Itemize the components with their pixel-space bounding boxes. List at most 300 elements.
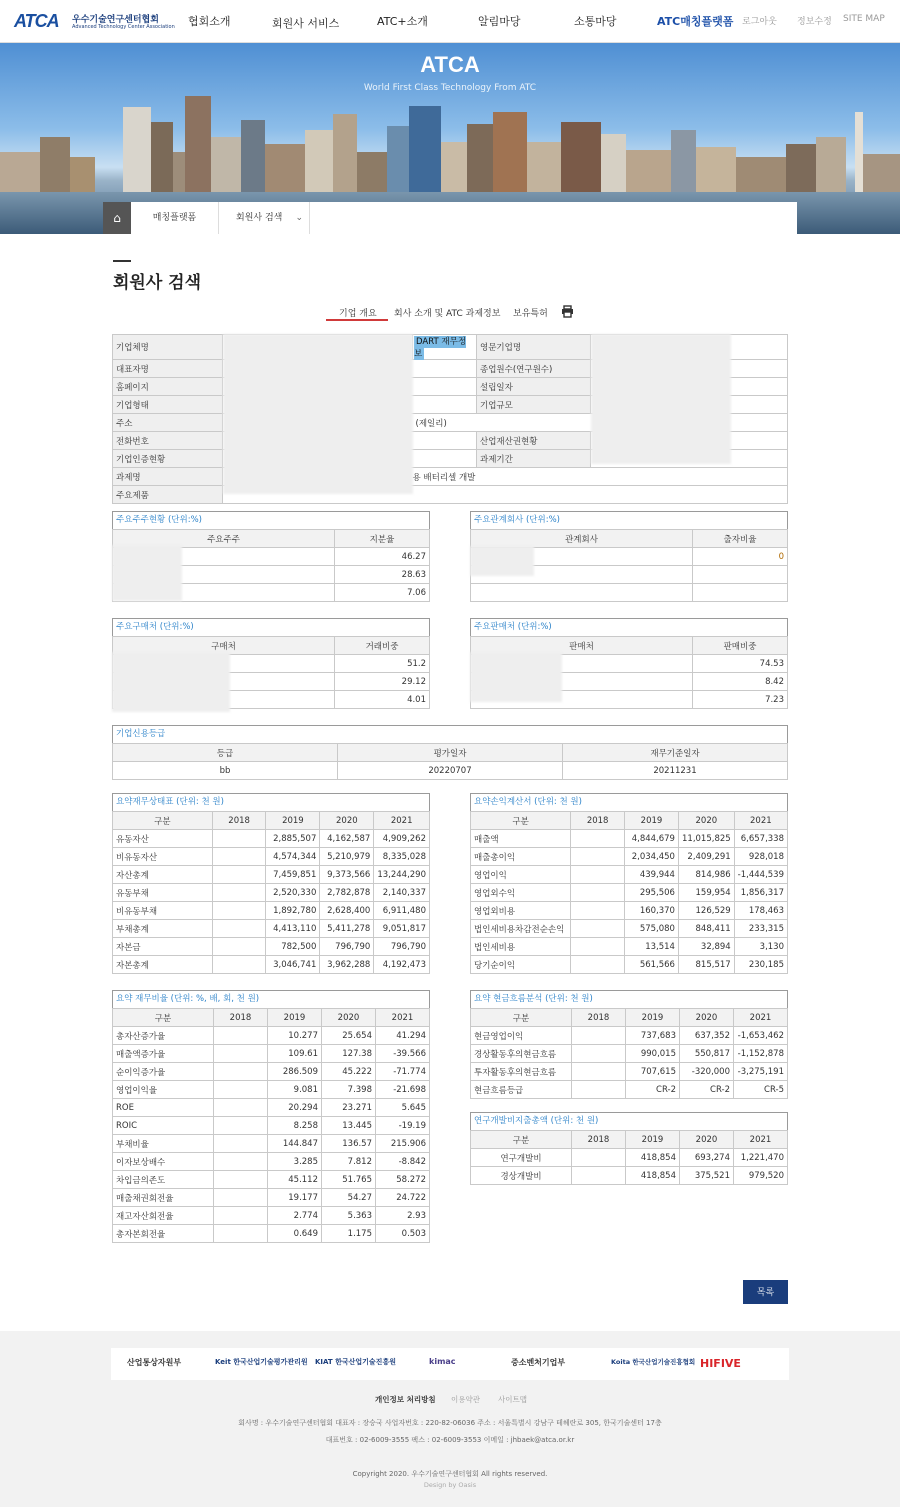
cell: 6,911,480 [374,902,430,920]
cell: 979,520 [734,1167,788,1185]
table-row [113,1099,430,1117]
col-header: 2021 [734,1131,788,1149]
table-row [113,1171,430,1189]
cell: 4,574,344 [266,848,320,866]
cell: 160,370 [625,902,679,920]
cell: 439,944 [625,866,679,884]
cell: 46.27 [335,548,430,566]
table-row [113,902,430,920]
affiliates-caption: 주요관계회사 (단위:%) [470,511,788,529]
cell [572,1045,626,1063]
cell [571,884,625,902]
info-label: 주요제품 [113,486,223,504]
cell [471,584,693,602]
cell: 707,615 [626,1063,680,1081]
row-label: 매출액증가율 [113,1045,214,1063]
tab-company-overview[interactable]: 기업 개요 [339,309,377,319]
cell: 51.2 [335,655,430,673]
active-tab-indicator [326,319,388,321]
list-button[interactable]: 목록 [743,1280,788,1304]
cell [214,1045,268,1063]
row-label: 매출채권회전율 [113,1189,214,1207]
footer-sitemap-link[interactable]: 사이트맵 [498,1395,527,1404]
cashflow-table [470,990,788,1099]
row-label: 현금흐름등급 [471,1081,572,1099]
credit-eval-date: 20220707 [338,762,563,780]
sitemap-link[interactable]: SITE MAP [843,14,885,24]
cell: 2,885,507 [266,830,320,848]
cell: 8.258 [268,1117,322,1135]
cell: 54.27 [322,1189,376,1207]
breadcrumb-level2-dropdown[interactable] [220,202,310,234]
row-label: 매출총이익 [471,848,571,866]
cell: 796,790 [320,938,374,956]
col-header: 2018 [572,1131,626,1149]
col-header: 2019 [626,1009,680,1027]
col-header: 주요주주 [113,530,335,548]
logout-link[interactable]: 로그아웃 [742,17,777,27]
cell: 3,962,288 [320,956,374,974]
col-header: 2021 [734,1009,788,1027]
cell: -21.698 [376,1081,430,1099]
info-label: 기업체명 [113,335,223,360]
cell: 2,628,400 [320,902,374,920]
col-header: 2019 [626,1131,680,1149]
partner-logo-mss[interactable]: 중소벤처기업부 [511,1358,566,1367]
cell: 286.509 [268,1063,322,1081]
col-header: 구분 [471,812,571,830]
cell: -71.774 [376,1063,430,1081]
cell: 74.53 [693,655,788,673]
col-header: 평가일자 [338,744,563,762]
cell: 1,892,780 [266,902,320,920]
row-label: 영업이익 [471,866,571,884]
cell: 32,894 [678,938,734,956]
info-label: 기업형태 [113,396,223,414]
cell [572,1081,626,1099]
credit-base-date: 20211231 [563,762,788,780]
cell: 8.42 [693,673,788,691]
row-label: 부채비율 [113,1135,214,1153]
partner-logos [111,1348,789,1380]
cell: 11,015,825 [678,830,734,848]
credit-rating-table [112,725,788,780]
cell: 13,514 [625,938,679,956]
row-label: 연구개발비 [471,1149,572,1167]
row-label: 비유동부채 [113,902,213,920]
cell: 1.175 [322,1225,376,1243]
print-icon[interactable] [561,305,574,318]
row-label: 부채총계 [113,920,213,938]
info-label: 과제기간 [477,450,591,468]
cell: 796,790 [374,938,430,956]
info-value: 용 배터리셀 개발 [413,468,788,486]
redacted-block [223,334,413,494]
col-header: 2018 [214,1009,268,1027]
cell: 7.23 [693,691,788,709]
cell: 230,185 [734,956,787,974]
cell: 5.363 [322,1207,376,1225]
home-icon[interactable]: ⌂ [103,202,131,234]
col-header: 구분 [113,812,213,830]
cell [571,830,625,848]
table-row [471,1167,788,1185]
row-label: 차입금의존도 [113,1171,214,1189]
col-header: 2019 [625,812,679,830]
cell [212,902,266,920]
cell: 144.847 [268,1135,322,1153]
cell: 418,854 [626,1149,680,1167]
nav-community[interactable]: 소통마당 [574,15,617,28]
ratios-caption: 요약 재무비율 (단위: %, 배, 회, 천 원) [112,990,430,1008]
table-row [113,1225,430,1243]
row-label: 당기순이익 [471,956,571,974]
cell: 7.06 [335,584,430,602]
partner-logo-kimac[interactable]: kimac [429,1357,456,1366]
cell: 19.177 [268,1189,322,1207]
cell: 3,046,741 [266,956,320,974]
footer-company-info: 회사명 : 우수기술연구센터협회 대표자 : 장승국 사업자번호 : 220-82-06036 주소 : 서울특별시 강남구 테헤란로 305, 한국기술센터 17층 [238,1419,662,1427]
cell: 159,954 [678,884,734,902]
info-label: 주소 [113,414,223,432]
cell [214,1225,268,1243]
cell: 45.112 [268,1171,322,1189]
row-label: ROE [113,1099,214,1117]
cashflow-caption: 요약 현금흐름분석 (단위: 천 원) [470,990,788,1008]
cell: 550,817 [680,1045,734,1063]
cell [571,938,625,956]
info-label: 대표자명 [113,360,223,378]
cell [212,884,266,902]
row-label: 총자산증가율 [113,1027,214,1045]
info-label: 기업인증현황 [113,450,223,468]
row-label: 영업외수익 [471,884,571,902]
cell: -1,152,878 [734,1045,788,1063]
col-header: 2021 [376,1009,430,1027]
cell: 848,411 [678,920,734,938]
nav-member-service[interactable]: 회원사 서비스 [272,17,340,30]
nav-atc-plus[interactable]: ATC+소개 [377,15,428,28]
nav-about[interactable]: 협회소개 [188,15,231,28]
redacted-block [112,545,182,601]
redacted-block [470,652,562,702]
cell: 7,459,851 [266,866,320,884]
cell: 2,520,330 [266,884,320,902]
row-label: 자본총계 [113,956,213,974]
table-row [471,956,788,974]
cell [693,584,788,602]
cell: 8,335,028 [374,848,430,866]
col-header: 구분 [471,1131,572,1149]
cell: 28.63 [335,566,430,584]
atca-logo[interactable] [14,9,175,33]
cell [212,866,266,884]
cell: 25.654 [322,1027,376,1045]
table-row [471,938,788,956]
row-label: 경상개발비 [471,1167,572,1185]
table-row [471,920,788,938]
partner-logo-kiat[interactable]: KIAT 한국산업기술진흥원 [315,1358,396,1366]
dart-finance-button[interactable]: DART 재무정보 [414,337,467,359]
col-header: 2018 [212,812,266,830]
info-label: 종업원수(연구원수) [477,360,591,378]
cell: 1,221,470 [734,1149,788,1167]
banner-subtitle: World First Class Technology From ATC [363,83,537,93]
cell: 7.812 [322,1153,376,1171]
row-label: 유동자산 [113,830,213,848]
cell: 737,683 [626,1027,680,1045]
cell [214,1117,268,1135]
cell: 10.277 [268,1027,322,1045]
cell [214,1171,268,1189]
row-label: ROIC [113,1117,214,1135]
cell: 0 [693,548,788,566]
cell: 29.12 [335,673,430,691]
banner-title: ATCA [420,52,480,77]
cell: 2.93 [376,1207,430,1225]
cell [571,920,625,938]
info-label: 홈페이지 [113,378,223,396]
cell: 9,373,566 [320,866,374,884]
cell: -3,275,191 [734,1063,788,1081]
col-header: 2020 [678,812,734,830]
site-header [0,0,900,43]
cell: -1,653,462 [734,1027,788,1045]
table-row [471,848,788,866]
breadcrumb-level2-label: 회원사 검색 [236,213,283,223]
table-row [113,884,430,902]
cell: 2,409,291 [678,848,734,866]
row-label: 법인세비용차감전순손익 [471,920,571,938]
col-header: 출자비율 [693,530,788,548]
table-row [113,1189,430,1207]
cell: 2,034,450 [625,848,679,866]
cell: 5.645 [376,1099,430,1117]
footer-copyright: Copyright 2020. 우수기술연구센터협회 All rights reserved. [352,1470,548,1478]
cell: 23.271 [322,1099,376,1117]
income-caption: 요약손익계산서 (단위: 천 원) [470,793,788,811]
cell [214,1081,268,1099]
buyers-caption: 주요구매처 (단위:%) [112,618,430,636]
col-header: 2018 [572,1009,626,1027]
col-header: 2019 [268,1009,322,1027]
cell: 814,986 [678,866,734,884]
cell: 58.272 [376,1171,430,1189]
col-header: 2021 [374,812,430,830]
cell [214,1027,268,1045]
terms-link[interactable]: 이용약관 [451,1395,480,1404]
redacted-block [470,546,534,576]
rnd-caption: 연구개발비지출총액 (단위: 천 원) [470,1112,788,1130]
cell: 41.294 [376,1027,430,1045]
row-label: 총자본회전율 [113,1225,214,1243]
chevron-down-icon: ⌄ [295,213,303,223]
logo-korean-name: 우수기술연구센터협회 [72,15,159,25]
row-label: 유동부채 [113,884,213,902]
table-row [113,920,430,938]
partner-logo-hifive[interactable]: HIFIVE [700,1357,741,1370]
cell: 418,854 [626,1167,680,1185]
tab-patents[interactable]: 보유특허 [513,309,548,319]
cell [212,848,266,866]
col-header: 등급 [113,744,338,762]
info-label: 과제명 [113,468,223,486]
cell: 3.285 [268,1153,322,1171]
table-row [113,1081,430,1099]
info-label: 설립일자 [477,378,591,396]
cell [571,866,625,884]
col-header: 2020 [680,1009,734,1027]
row-label: 영업이익율 [113,1081,214,1099]
cell: 126,529 [678,902,734,920]
balance-sheet-table [112,793,430,974]
table-row [471,884,788,902]
credit-caption: 기업신용등급 [112,725,788,743]
table-row [113,762,788,780]
cell: 5,411,278 [320,920,374,938]
cell [212,920,266,938]
redacted-block [112,652,230,712]
cell: 24.722 [376,1189,430,1207]
cell: 233,315 [734,920,787,938]
redacted-block [591,334,731,464]
table-row [113,1135,430,1153]
partner-logo-koita[interactable]: Koita 한국산업기술진흥협회 [611,1358,696,1366]
cell: 7.398 [322,1081,376,1099]
table-row [471,1027,788,1045]
financial-ratio-table [112,990,430,1243]
table-row [113,1027,430,1045]
cell [214,1099,268,1117]
col-header: 판매비중 [693,637,788,655]
row-label: 경상활동후의현금흐름 [471,1045,572,1063]
cell: 3,130 [734,938,787,956]
cell: 693,274 [680,1149,734,1167]
col-header: 2019 [266,812,320,830]
cell: 575,080 [625,920,679,938]
table-row [113,1153,430,1171]
cell: 13,244,290 [374,866,430,884]
cell [693,566,788,584]
cell: 4,909,262 [374,830,430,848]
sellers-caption: 주요판매처 (단위:%) [470,618,788,636]
nav-notice[interactable]: 알림마당 [478,15,521,28]
row-label: 현금영업이익 [471,1027,572,1045]
cell: CR-5 [734,1081,788,1099]
rnd-expense-table [470,1112,788,1185]
cell: 637,352 [680,1027,734,1045]
cell: 2,140,337 [374,884,430,902]
col-header: 2021 [734,812,787,830]
cell: 4,844,679 [625,830,679,848]
privacy-policy-link[interactable]: 개인정보 처리방침 [375,1395,436,1404]
logo-english-name: Advanced Technology Center Association [72,24,175,30]
cell: 4,192,473 [374,956,430,974]
cell: 45.222 [322,1063,376,1081]
cell [214,1189,268,1207]
cell: 5,210,979 [320,848,374,866]
cell: -39.566 [376,1045,430,1063]
balance-caption: 요약재무상태표 (단위: 천 원) [112,793,430,811]
cell [214,1135,268,1153]
shareholders-caption: 주요주주현황 (단위:%) [112,511,430,529]
cell: CR-2 [626,1081,680,1099]
row-label: 재고자산회전율 [113,1207,214,1225]
info-value: (제일리) [413,414,788,432]
table-row [113,848,430,866]
tab-company-intro[interactable]: 회사 소개 및 ATC 과제정보 [394,309,501,319]
table-row [113,1045,430,1063]
cell [214,1063,268,1081]
partner-logo-keit[interactable]: Keit 한국산업기술평가관리원 [215,1358,308,1366]
cell: 295,506 [625,884,679,902]
cell: 0.503 [376,1225,430,1243]
col-header: 구매처 [113,637,335,655]
table-row [471,866,788,884]
cell: 375,521 [680,1167,734,1185]
cell: 9,051,817 [374,920,430,938]
row-label: 순이익증가율 [113,1063,214,1081]
table-row [471,830,788,848]
info-label: 기업규모 [477,396,591,414]
row-label: 이자보상배수 [113,1153,214,1171]
cell [571,848,625,866]
cell: -320,000 [680,1063,734,1081]
cell: 2.774 [268,1207,322,1225]
row-label: 매출액 [471,830,571,848]
col-header: 2020 [680,1131,734,1149]
info-label: 전화번호 [113,432,223,450]
cell: 815,517 [678,956,734,974]
table-row [471,902,788,920]
cell: 561,566 [625,956,679,974]
nav-matching-platform[interactable]: ATC매칭플랫폼 [657,15,734,28]
footer-contact-info: 대표번호 : 02-6009-3555 팩스 : 02-6009-3553 이메일 : jhbaek@atca.or.kr [325,1436,575,1444]
cell: 51.765 [322,1171,376,1189]
table-row [471,1149,788,1167]
col-header: 구분 [113,1009,214,1027]
table-row [113,1117,430,1135]
col-header: 관계회사 [471,530,693,548]
cell [572,1167,626,1185]
cell [571,956,625,974]
row-label: 비유동자산 [113,848,213,866]
row-label: 영업외비용 [471,902,571,920]
cell: 6,657,338 [734,830,787,848]
footer-design-credit: Design by Oasis [423,1481,477,1489]
cell [214,1153,268,1171]
page-title: 회원사 검색 [113,273,202,293]
cell: 928,018 [734,848,787,866]
table-row [113,1063,430,1081]
row-label: 자본금 [113,938,213,956]
breadcrumb-level1[interactable]: 매칭플랫폼 [131,202,219,234]
col-header: 재무기준일자 [563,744,788,762]
cell [572,1027,626,1045]
cell [212,938,266,956]
table-row [113,830,430,848]
cell: 990,015 [626,1045,680,1063]
edit-profile-link[interactable]: 정보수정 [797,17,832,27]
cell: -1,444,539 [734,866,787,884]
cell: 1,856,317 [734,884,787,902]
income-statement-table [470,793,788,974]
table-row [113,938,430,956]
table-row [471,1045,788,1063]
cell: 782,500 [266,938,320,956]
partner-logo-motie[interactable]: 산업통상자원부 [127,1358,182,1367]
table-row [113,956,430,974]
